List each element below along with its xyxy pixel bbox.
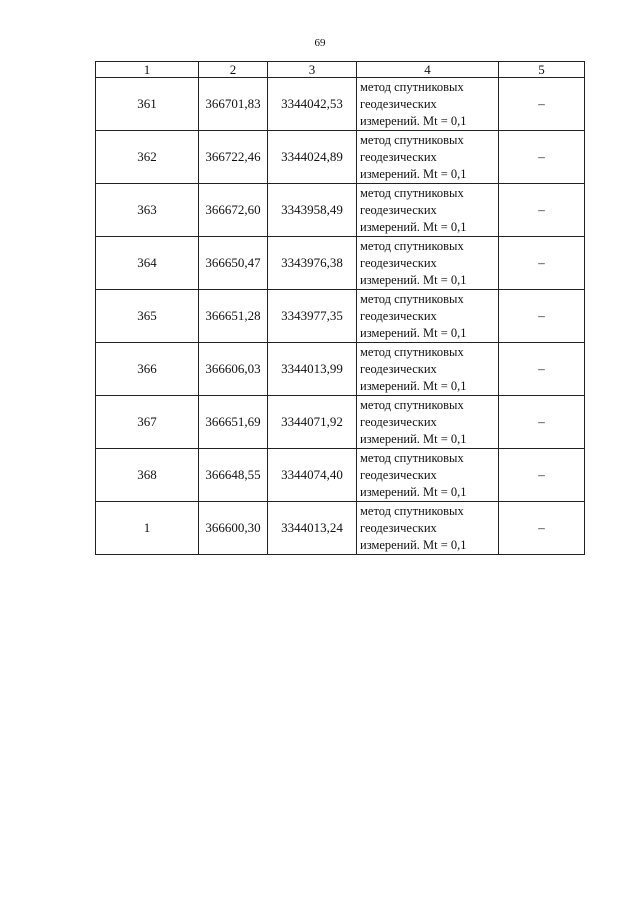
point-number-cell: 361 <box>96 78 199 131</box>
method-cell <box>357 184 499 237</box>
method-line: геодезических <box>360 361 437 376</box>
method-cell <box>357 449 499 502</box>
x-coordinate-cell: 366606,03 <box>199 343 268 396</box>
method-cell <box>357 131 499 184</box>
note-cell: – <box>499 343 585 396</box>
method-cell <box>357 343 499 396</box>
header-col-3: 3 <box>268 62 357 78</box>
x-coordinate-cell: 366648,55 <box>199 449 268 502</box>
y-coordinate-cell: 3344042,53 <box>268 78 357 131</box>
method-line: измерений. Mt = 0,1 <box>360 272 467 287</box>
method-line: метод спутниковых <box>360 132 464 147</box>
method-line: измерений. Mt = 0,1 <box>360 484 467 499</box>
method-line: измерений. Mt = 0,1 <box>360 537 467 552</box>
method-line: геодезических <box>360 149 437 164</box>
note-cell: – <box>499 396 585 449</box>
coordinates-table <box>95 61 585 555</box>
method-line: метод спутниковых <box>360 344 464 359</box>
point-number-cell: 368 <box>96 449 199 502</box>
table-row <box>96 237 585 290</box>
y-coordinate-cell: 3344024,89 <box>268 131 357 184</box>
method-line: измерений. Mt = 0,1 <box>360 166 467 181</box>
method-line: геодезических <box>360 467 437 482</box>
x-coordinate-cell: 366722,46 <box>199 131 268 184</box>
method-cell <box>357 290 499 343</box>
method-line: метод спутниковых <box>360 79 464 94</box>
method-line: геодезических <box>360 308 437 323</box>
method-line: измерений. Mt = 0,1 <box>360 378 467 393</box>
header-col-4: 4 <box>357 62 499 78</box>
method-line: метод спутниковых <box>360 185 464 200</box>
point-number-cell: 363 <box>96 184 199 237</box>
method-line: геодезических <box>360 520 437 535</box>
page-number: 69 <box>314 37 326 49</box>
point-number-cell: 362 <box>96 131 199 184</box>
point-number-cell: 1 <box>96 502 199 555</box>
note-cell: – <box>499 237 585 290</box>
table-row <box>96 343 585 396</box>
x-coordinate-cell: 366650,47 <box>199 237 268 290</box>
method-line: измерений. Mt = 0,1 <box>360 219 467 234</box>
method-cell <box>357 78 499 131</box>
table-row <box>96 290 585 343</box>
method-line: геодезических <box>360 255 437 270</box>
method-line: метод спутниковых <box>360 397 464 412</box>
note-cell: – <box>499 449 585 502</box>
method-line: геодезических <box>360 96 437 111</box>
table-row <box>96 184 585 237</box>
table-row <box>96 131 585 184</box>
note-cell: – <box>499 131 585 184</box>
x-coordinate-cell: 366701,83 <box>199 78 268 131</box>
x-coordinate-cell: 366672,60 <box>199 184 268 237</box>
point-number-cell: 366 <box>96 343 199 396</box>
y-coordinate-cell: 3344074,40 <box>268 449 357 502</box>
x-coordinate-cell: 366600,30 <box>199 502 268 555</box>
method-cell <box>357 396 499 449</box>
method-line: метод спутниковых <box>360 503 464 518</box>
y-coordinate-cell: 3343977,35 <box>268 290 357 343</box>
x-coordinate-cell: 366651,69 <box>199 396 268 449</box>
table-row <box>96 449 585 502</box>
y-coordinate-cell: 3343958,49 <box>268 184 357 237</box>
table-row <box>96 502 585 555</box>
y-coordinate-cell: 3344013,99 <box>268 343 357 396</box>
method-cell <box>357 237 499 290</box>
header-col-5: 5 <box>499 62 585 78</box>
point-number-cell: 365 <box>96 290 199 343</box>
y-coordinate-cell: 3343976,38 <box>268 237 357 290</box>
header-col-1: 1 <box>96 62 199 78</box>
method-line: метод спутниковых <box>360 291 464 306</box>
method-line: метод спутниковых <box>360 238 464 253</box>
table-header-row <box>96 62 585 78</box>
y-coordinate-cell: 3344071,92 <box>268 396 357 449</box>
y-coordinate-cell: 3344013,24 <box>268 502 357 555</box>
note-cell: – <box>499 502 585 555</box>
x-coordinate-cell: 366651,28 <box>199 290 268 343</box>
note-cell: – <box>499 184 585 237</box>
table-row <box>96 396 585 449</box>
note-cell: – <box>499 78 585 131</box>
method-line: геодезических <box>360 414 437 429</box>
method-cell <box>357 502 499 555</box>
method-line: измерений. Mt = 0,1 <box>360 113 467 128</box>
method-line: метод спутниковых <box>360 450 464 465</box>
point-number-cell: 367 <box>96 396 199 449</box>
method-line: измерений. Mt = 0,1 <box>360 431 467 446</box>
point-number-cell: 364 <box>96 237 199 290</box>
method-line: измерений. Mt = 0,1 <box>360 325 467 340</box>
table-row <box>96 78 585 131</box>
method-line: геодезических <box>360 202 437 217</box>
note-cell: – <box>499 290 585 343</box>
header-col-2: 2 <box>199 62 268 78</box>
